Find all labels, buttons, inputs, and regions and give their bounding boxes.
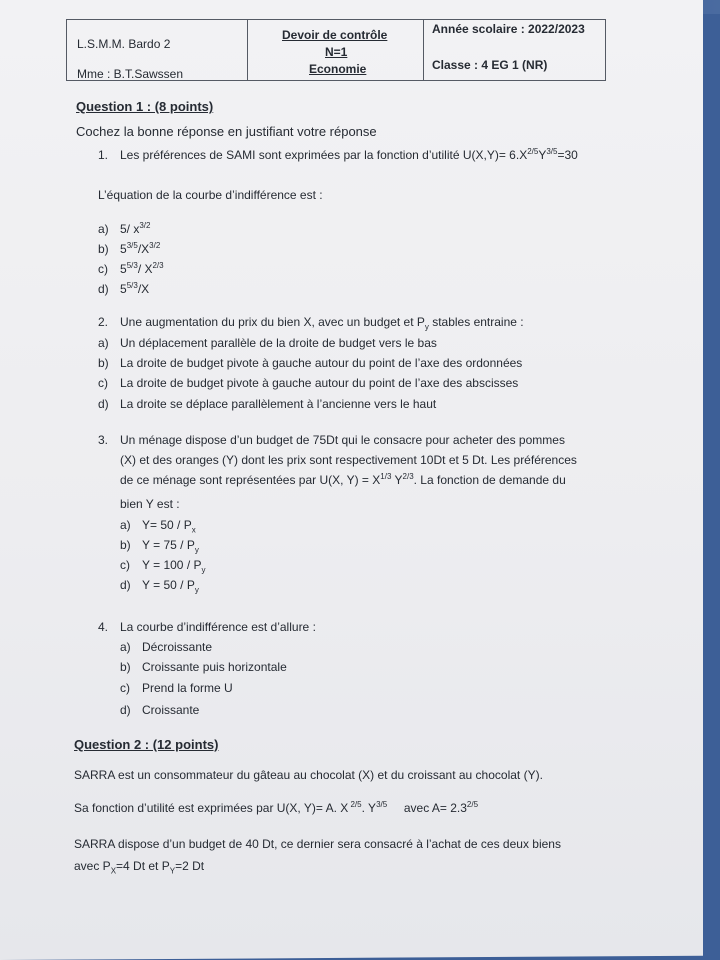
question-2-paragraph-1: SARRA est un consommateur du gâteau au chocolat (X) et du croissant au chocolat (Y). xyxy=(74,768,543,782)
item-2-option-a: a) Un déplacement parallèle de la droite de budget vers le bas xyxy=(98,336,437,350)
item-1-subtitle: L’équation de la courbe d’indifférence est : xyxy=(98,188,323,202)
question-1-title: Question 1 : (8 points) xyxy=(76,99,214,114)
teacher-name: Mme : B.T.Sawssen xyxy=(77,67,184,81)
item-1-option-a: a) 5/ $x^{3/2}$ xyxy=(98,221,151,236)
item-1-option-b: b) $5^{3/5}/X^{3/2}$ xyxy=(98,241,161,256)
item-3-line-3: de ce ménage sont représentées par U(X, $Y) = X^{1/3}$ $Y^{2/3}$. La fonction de demande du xyxy=(120,472,566,487)
exam-subject: Economie xyxy=(309,62,367,76)
item-4-statement: 4. La courbe d’indifférence est d’allure : xyxy=(98,620,316,634)
item-3-option-b: b) $Y = 75 / P_y$ xyxy=(120,538,199,555)
question-2-title: Question 2 : (12 points) xyxy=(74,737,219,752)
item-4-option-b: b) Croissante puis horizontale xyxy=(120,660,287,674)
exam-title: Devoir de contrôle xyxy=(282,28,388,42)
item-2-option-c: c) La droite de budget pivote à gauche autour du point de l’axe des abscisses xyxy=(98,376,519,390)
question-2-paragraph-3-line-1: SARRA dispose d’un budget de 40 Dt, ce dernier sera consacré à l’achat de ces deux biens xyxy=(74,837,561,851)
header-right-cell xyxy=(424,20,605,80)
school-name: L.S.M.M. Bardo 2 xyxy=(77,37,171,51)
item-3-option-d: d) $Y = 50 / P_y$ xyxy=(120,578,199,595)
question-1-instruction: Cochez la bonne réponse en justifiant votre réponse xyxy=(76,124,377,139)
school-year: Année scolaire : 2022/2023 xyxy=(432,22,585,36)
item-3-option-c: c) $Y = 100 / P_y$ xyxy=(120,558,206,575)
item-2-option-d: d) La droite se déplace parallèlement à l’ancienne vers le haut xyxy=(98,397,437,411)
question-2-paragraph-3-line-2: avec $P_X=4$ Dt et $P_Y=2$ Dt xyxy=(74,859,205,876)
class-name: Classe : 4 EG 1 (NR) xyxy=(432,58,548,72)
header-middle-cell xyxy=(248,20,424,80)
question-2-paragraph-2: Sa fonction d’utilité est exprimées par U(X, Y)= A. X $^{2/5}$. $Y^{3/5}$ avec $A= 2.3^{2/5}$ xyxy=(74,800,479,815)
item-1-option-d: d) $5^{5/3}/X$ xyxy=(98,281,150,296)
item-3-line-2: (X) et des oranges (Y) dont les prix sont respectivement 10Dt et 5 Dt. Les préférences xyxy=(120,453,577,467)
header-table xyxy=(66,19,606,81)
item-1-statement: 1. Les préférences de SAMI sont exprimées par la fonction d’utilité $U(X,Y)= 6.X^{2/5}Y^{3/5}=30$ xyxy=(98,147,578,162)
item-4-option-a: a) Décroissante xyxy=(120,640,213,654)
item-4-option-c: c) Prend la forme U xyxy=(120,681,233,695)
exam-number: N=1 xyxy=(325,45,348,59)
item-1-option-c: c) $5^{5/3}/$ $X^{2/3}$ xyxy=(98,261,164,276)
item-2-option-b: b) La droite de budget pivote à gauche autour du point de l’axe des ordonnées xyxy=(98,356,523,370)
item-2-statement: 2. Une augmentation du prix du bien X, avec un budget et $P_y$ stables entraine : xyxy=(98,315,524,332)
item-3-line-1: 3. Un ménage dispose d’un budget de 75Dt qui le consacre pour acheter des pommes xyxy=(98,433,565,447)
item-3-option-a: a) $Y= 50 / P_x$ xyxy=(120,518,196,535)
item-4-option-d: d) Croissante xyxy=(120,703,200,717)
item-3-line-4: bien Y est : xyxy=(120,497,180,511)
header-left-cell xyxy=(67,20,248,80)
